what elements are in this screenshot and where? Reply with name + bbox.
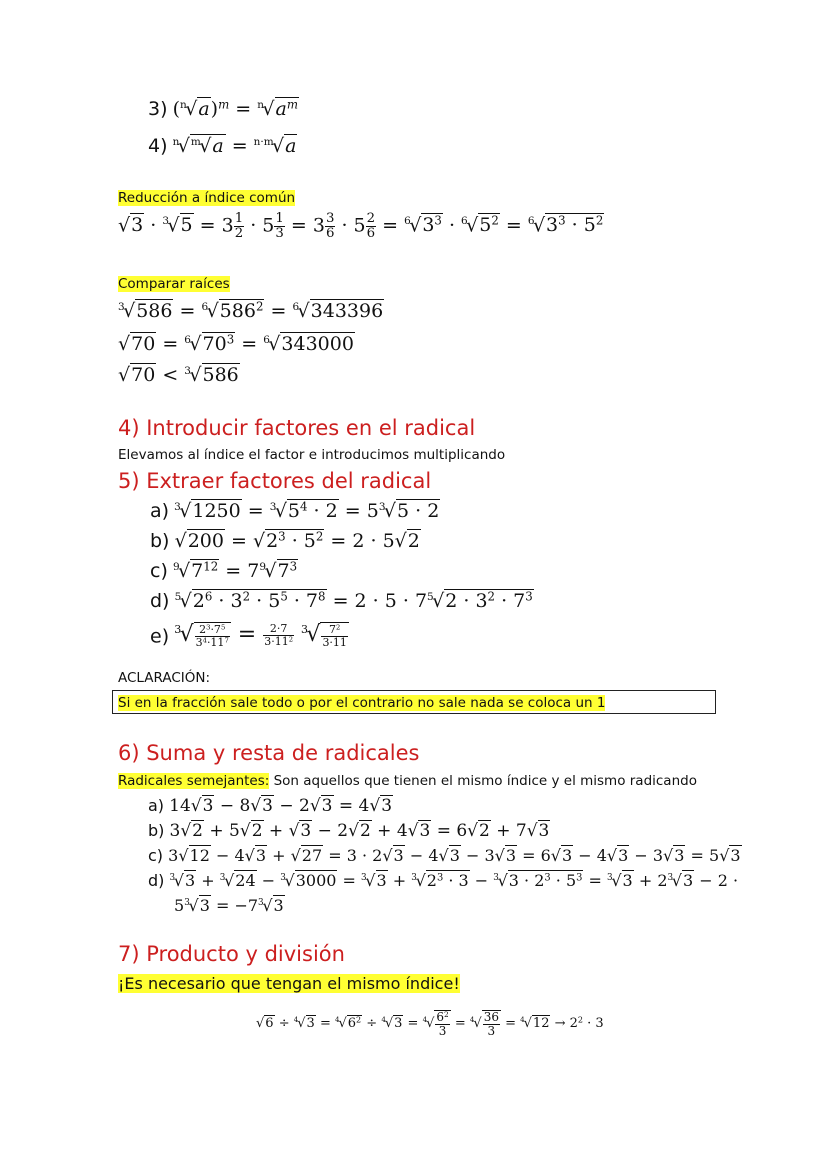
section-4-title: 4) Introducir factores en el radical [118, 416, 476, 440]
reduccion-formula: √3 · $^3$√5 = 3 $\frac{1}{2}$ · 5 $\frac{1}{3}$ = 3 $\frac{3}{6}$ · 5 $\frac{2}{6}$ = $^6√3^3 \cdot ^6√5^2 = ^6√3^3 \cdot 5^2$ [118, 211, 604, 241]
s6-item-c-formula: 3√12 − 4√3 + √27 = 3 · 2√3 − 4√3 − 3√3 = 6√3 − 4√3 − 3√3 = 5√3 [168, 846, 741, 865]
section-5-item-b [150, 530, 421, 552]
item-a-label: a) [150, 500, 170, 522]
section-7-formula: $√6 \div ^4√3 = ^4√6^2 \div ^4√3 = ^4√$ $\frac{6^2}{3}$ = $^4$√ $\frac{36}{3}$ = $^4√12 \to 2^2 \cdot 3$ [256, 1009, 604, 1038]
section-6-title: 6) Suma y resta de radicales [118, 741, 420, 765]
section-6-item-d-cont: $5^3√3 = -7^3√3$ [174, 896, 284, 915]
section-6-item-a [148, 796, 393, 816]
s6-item-a-label: a) [148, 796, 165, 815]
comparar-line-3: √70 < $^3$√586 [118, 364, 239, 386]
section-6-item-c [148, 846, 742, 865]
section-5-item-e [150, 622, 349, 648]
property-3-number: 3) [148, 98, 168, 120]
property-3-formula: $(^n√a)^m = ^n√a^m$ [172, 97, 299, 120]
item-d-label: d) [150, 590, 170, 612]
item-c-label: c) [150, 560, 168, 582]
item-d-formula: $^5√2^6 \cdot 3^2 \cdot 5^5 \cdot 7^8 = 2 \cdot 5 \cdot 7^5√2 \cdot 3^2 \cdot 7^3$ [174, 589, 533, 612]
definition-term: Radicales semejantes: [118, 773, 270, 789]
aclaracion-label: ACLARACIÓN: [118, 670, 211, 686]
aclaracion-text: Si en la fracción sale todo o por el contrario no sale nada se coloca un 1 [118, 695, 606, 711]
item-e-formula: $^3$√ $\frac{2^3\cdot 7^5}{3^4\cdot 11^7}$ = $\frac{2\cdot 7}{3\cdot 11^2}$ $^3$√ $\frac{7^2}{3\cdot 11}$ [174, 621, 347, 649]
s6-item-d-formula: $^3√3 + ^3√24 - ^3√3000 = ^3√3 + ^3√2^3 \cdot 3 - ^3√3 \cdot 2^3 \cdot 5^3 = ^3√3 + 2^3√3 - 2$ · [169, 871, 739, 890]
item-e-label: e) [150, 625, 170, 648]
section-5-item-a [150, 500, 440, 522]
comparar-title: Comparar raíces [118, 276, 230, 292]
property-4 [148, 135, 297, 157]
property-3 [148, 98, 299, 120]
section-5-item-c [150, 560, 298, 582]
definition-text: Son aquellos que tienen el mismo índice y el mismo radicando [269, 773, 697, 789]
comparar-line-1: $^3√586 = ^6√586^2 = ^6√343396$ [118, 299, 384, 322]
property-4-number: 4) [148, 135, 168, 157]
s6-item-d-label: d) [148, 871, 165, 890]
section-6-item-b [148, 821, 550, 841]
reduccion-title: Reducción a índice común [118, 190, 296, 206]
section-6-item-d [148, 871, 738, 890]
s6-item-c-label: c) [148, 846, 164, 865]
section-5-item-d [150, 590, 534, 612]
section-7-title: 7) Producto y división [118, 942, 345, 966]
item-a-formula: $^3√1250 = ^3√5^4 \cdot 2 = 5^3√5 \cdot 2$ [174, 499, 440, 522]
section-7-note: ¡Es necesario que tengan el mismo índice! [118, 974, 460, 993]
property-4-formula: $^n$√$^m$√a = $^{n\cdot m}$√a [172, 135, 297, 157]
comparar-line-2: $√70 = ^6√70^3 = ^6√343000$ [118, 332, 354, 355]
item-b-formula: $√200 = √2^3 \cdot 5^2 = 2 \cdot 5√2$ [174, 529, 420, 552]
section-6-definition [118, 773, 697, 789]
s6-item-a-formula: 14√3 − 8√3 − 2√3 = 4√3 [169, 796, 393, 816]
s6-item-b-label: b) [148, 821, 165, 840]
item-c-formula: $^9√7^{12} = 7^9√7^3$ [172, 559, 298, 582]
section-4-description: Elevamos al índice el factor e introducimos multiplicando [118, 447, 506, 463]
section-5-title: 5) Extraer factores del radical [118, 469, 432, 493]
item-b-label: b) [150, 530, 170, 552]
s6-item-b-formula: 3√2 + 5√2 + √3 − 2√2 + 4√3 = 6√2 + 7√3 [169, 821, 550, 841]
